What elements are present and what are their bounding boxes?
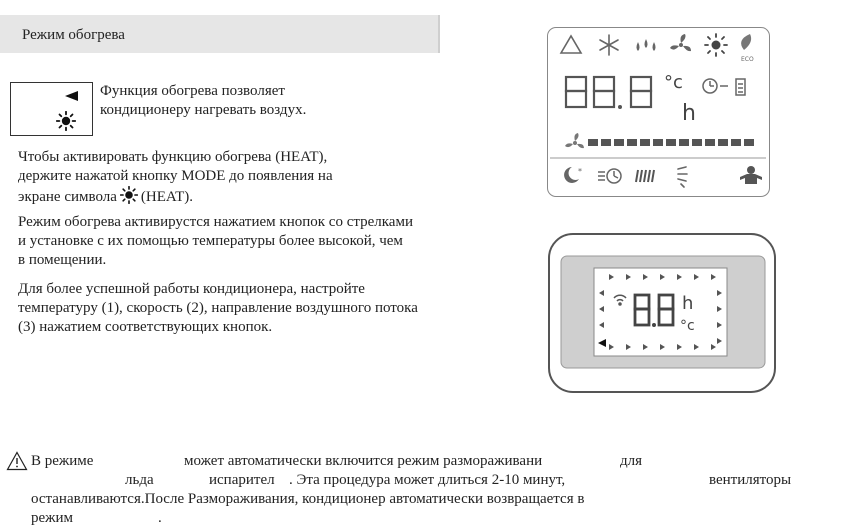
warning-line1-b: может автоматически включится режим разморaживани	[184, 453, 543, 469]
remote-digits: 88.8	[548, 28, 551, 29]
remote-unit-c: °c	[664, 72, 683, 93]
eco-leaf-icon	[741, 34, 754, 63]
heater-icon	[636, 170, 654, 182]
panel-digits: 8.8	[547, 232, 549, 233]
tips-paragraph: Для более успешной работы кондиционера, настройте температуру (1), скорость (2), направление воздушного потока (3) нажатием соответствующих кнопок.	[18, 281, 418, 335]
fan-speed-icon	[565, 133, 584, 148]
sun-icon	[705, 34, 727, 56]
mode-icon-box	[10, 82, 93, 136]
section-title: Режим обогрева	[22, 27, 125, 43]
seven-segment-digits	[566, 77, 651, 107]
warning-line2-d: вентиляторы	[709, 472, 792, 488]
decimal-point	[618, 105, 622, 109]
panel-unit-c: °c	[680, 318, 695, 334]
panel-unit-h: h	[682, 293, 694, 314]
battery-icon	[736, 79, 745, 95]
remote-lcd-display	[547, 27, 770, 197]
arrow-left-icon	[65, 91, 78, 101]
drops-icon	[637, 39, 656, 51]
turbo-icon	[598, 169, 621, 183]
fan-icon	[670, 34, 691, 51]
warning-icon	[6, 451, 28, 471]
sleep-icon	[564, 167, 582, 183]
panel-display	[547, 232, 777, 396]
warning-line3: останавливаются.После Размораживания, кондиционер автоматически возвращается в	[31, 491, 585, 507]
sun-icon	[120, 186, 138, 204]
warning-line1-c: для	[620, 453, 643, 469]
warning-line4-b: .	[158, 510, 162, 526]
warning-line2-b: испарител	[209, 472, 275, 488]
warning-icon	[561, 36, 581, 53]
eco-label: ECO	[741, 56, 754, 63]
snowflake-icon	[600, 35, 618, 55]
panel-screen	[594, 268, 727, 356]
svg-text:*: *	[578, 167, 582, 176]
warning-line2-c: . Эта процедура может длиться 2-10 минут,	[289, 472, 566, 488]
warning-line2-a: льда	[125, 472, 154, 488]
fan-speed-bar	[588, 139, 754, 146]
adjust-paragraph: Режим обогрева активирустся нажатием кнопок со стрелками и установке с их помощью температуры более высокой, чем в помещении.	[18, 214, 413, 268]
panel-decimal-point	[652, 323, 656, 327]
intro-paragraph: Функция обогрева позволяет кондиционеру нагревать воздух.	[100, 83, 307, 118]
section-header	[0, 15, 440, 53]
activate-suffix: (HEAT).	[140, 189, 193, 205]
warning-line4-a: режим	[31, 510, 74, 526]
person-icon	[740, 166, 762, 184]
activate-paragraph	[18, 148, 378, 207]
timer-icon	[703, 79, 728, 93]
sun-icon	[56, 111, 76, 131]
swing-icon	[678, 167, 687, 187]
activate-text: Чтобы активировать функцию обогрева (HEAT), держите нажатой кнопку MODE до появления на экране символа	[18, 149, 333, 205]
warning-line1-a: В режиме	[31, 453, 94, 469]
remote-unit-h: h	[682, 101, 696, 126]
